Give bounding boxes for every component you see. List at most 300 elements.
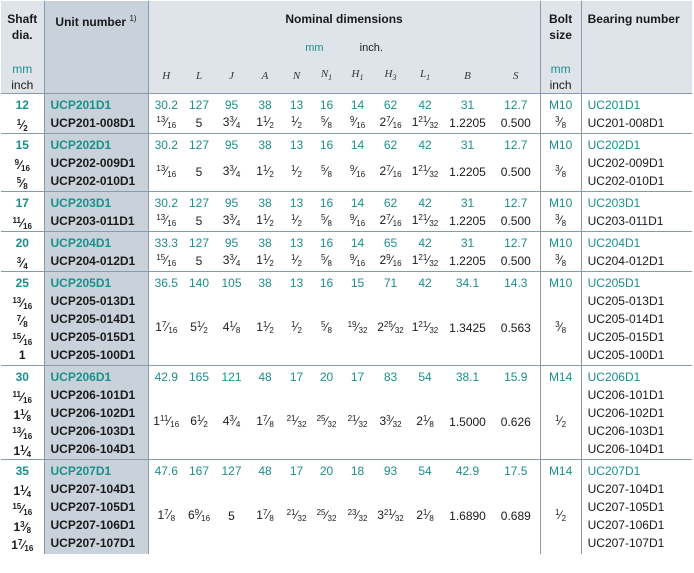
fraction-value: $^9⁄_{16}$	[14, 158, 30, 173]
dimension-inch	[312, 480, 341, 552]
unit-number: UCP203D1	[50, 196, 112, 210]
bearing-number-header: Bearing number	[581, 1, 692, 94]
shaft-dia-cell	[1, 272, 44, 366]
dimension-mm: 127	[188, 138, 210, 152]
fraction-value: $^{21}⁄_{32}$	[286, 508, 307, 523]
dimension-cell	[281, 232, 312, 272]
fraction-value: $^3⁄_8$	[555, 213, 567, 228]
fraction-value: $1^7⁄_8$	[157, 508, 176, 523]
dimension-mm: 42	[418, 236, 432, 250]
dimension-mm: 15	[350, 276, 365, 290]
fraction-value: $2^7⁄_{16}$	[379, 115, 402, 130]
shaft-dia-cell	[1, 366, 44, 460]
dimension-mm: 42.9	[154, 370, 178, 384]
unit-number: UCP207-105D1	[50, 500, 136, 514]
fraction-value: $4^3⁄_4$	[222, 414, 241, 429]
dimension-mm: 13	[289, 138, 304, 152]
table-row	[1, 192, 692, 232]
dimension-mm: 121	[221, 370, 242, 384]
dimension-cell	[443, 366, 492, 460]
fraction-value: $3^{21}⁄_{32}$	[377, 508, 404, 523]
dimension-mm: 167	[188, 464, 210, 478]
dimension-mm: 83	[383, 370, 398, 384]
fraction-value: $3^3⁄_4$	[222, 164, 241, 179]
dimension-mm: 127	[221, 464, 242, 478]
dimension-inch	[407, 212, 443, 230]
unit-number-cell	[44, 366, 148, 460]
dimension-inch	[492, 154, 540, 190]
dimension-cell	[312, 272, 341, 366]
dimension-cell	[249, 272, 281, 366]
fraction-value: $^5⁄_8$	[321, 213, 332, 228]
dimension-inch	[214, 154, 249, 190]
dimension-cell	[281, 460, 312, 554]
fraction-value: 1	[18, 348, 26, 362]
bearing-number: UC207-107D1	[587, 536, 665, 550]
dimension-cell	[214, 94, 249, 134]
shaft-inch	[1, 498, 44, 516]
unit-number: UCP207-104D1	[50, 482, 136, 496]
fraction-value: $^1⁄_2$	[291, 253, 302, 268]
fraction-value: $3^3⁄_4$	[222, 213, 241, 228]
fraction-value: $^9⁄_{16}$	[349, 253, 366, 268]
dimension-mm: 42	[418, 196, 432, 210]
fraction-value: $3^3⁄_4$	[222, 115, 241, 130]
column-label: B	[443, 59, 492, 93]
unit-number-cell	[44, 232, 148, 272]
unit-number: UCP204-012D1	[50, 254, 136, 268]
fraction-value: $^{19}⁄_{32}$	[347, 320, 368, 335]
unit-number-footnote: 1)	[129, 14, 137, 23]
bearing-number: UC204D1	[587, 236, 641, 250]
dimension-mm: 62	[383, 98, 398, 112]
dimension-cell	[148, 272, 184, 366]
dimension-mm: 38.1	[455, 370, 480, 384]
dimension-cell	[214, 232, 249, 272]
dimension-mm: 13	[289, 196, 304, 210]
bolt-size-cell	[540, 232, 581, 272]
dimension-inch	[443, 212, 492, 230]
dimension-mm: 31	[460, 98, 475, 112]
dimension-mm: 30.2	[154, 138, 178, 152]
dimension-inch	[184, 292, 214, 364]
dimension-cell	[184, 192, 214, 232]
dimension-inch	[443, 292, 492, 364]
bearing-number: UC206-101D1	[587, 388, 665, 402]
dimension-inch	[281, 212, 312, 230]
dimension-inch	[149, 292, 185, 364]
dimension-cell	[281, 366, 312, 460]
dimension-inch	[184, 114, 214, 132]
fraction-value: $^{13}⁄_{16}$	[12, 296, 33, 311]
dimension-mm: 54	[418, 464, 432, 478]
bearing-number: UC205-013D1	[587, 294, 665, 308]
bearing-number: UC207-106D1	[587, 518, 665, 532]
dimension-cell	[407, 134, 443, 192]
dimension-mm: 16	[319, 236, 334, 250]
dimension-cell	[341, 272, 374, 366]
dimension-cell	[341, 134, 374, 192]
dimension-mm: 47.6	[154, 464, 178, 478]
shaft-dia-cell	[1, 94, 44, 134]
bearing-number: UC206D1	[587, 370, 641, 384]
fraction-value: $^5⁄_8$	[321, 115, 332, 130]
fraction-value: $^3⁄_8$	[555, 320, 567, 335]
bearing-number: UC203D1	[587, 196, 641, 210]
dimension-cell	[312, 94, 341, 134]
fraction-value: $3^3⁄_{32}$	[379, 414, 402, 429]
unit-number-cell	[44, 192, 148, 232]
dimension-mm: 48	[258, 464, 272, 478]
dimension-mm: 48	[258, 370, 272, 384]
fraction-value: 5	[195, 116, 203, 130]
dimension-inch	[341, 480, 374, 552]
dimension-mm: 14.3	[504, 276, 528, 290]
bolt-inch	[541, 154, 581, 190]
unit-number: UCP201D1	[50, 98, 112, 112]
column-label: $L_1$	[407, 59, 443, 93]
bolt-header-line1: Bolt	[548, 12, 573, 26]
shaft-mm: 20	[15, 236, 29, 250]
dimension-inch	[214, 252, 249, 270]
dimension-inch	[492, 292, 540, 364]
shaft-inch	[1, 328, 44, 346]
dimension-cell	[214, 460, 249, 554]
dimension-cell	[281, 134, 312, 192]
bearing-number: UC202D1	[587, 138, 641, 152]
bolt-header-line2: size	[549, 28, 572, 42]
bolt-inch	[541, 212, 581, 230]
fraction-value: $2^9⁄_{16}$	[379, 253, 402, 268]
dimension-mm: 16	[319, 276, 334, 290]
shaft-unit-mm: mm	[12, 62, 33, 76]
fraction-value: $1^7⁄_{16}$	[11, 538, 34, 553]
dimension-cell	[374, 272, 407, 366]
fraction-value: 5	[195, 254, 203, 268]
bearing-number: UC205D1	[587, 276, 641, 290]
bolt-mm: M10	[548, 98, 573, 112]
dimension-cell	[214, 192, 249, 232]
fraction-value: $^{15}⁄_{16}$	[12, 502, 33, 517]
shaft-header-line1: Shaft	[7, 12, 38, 26]
dimension-inch	[312, 212, 341, 230]
bearing-number: UC205-100D1	[587, 348, 665, 362]
bolt-mm: M14	[548, 370, 573, 384]
dimension-cell	[492, 366, 540, 460]
dimension-mm: 62	[383, 196, 398, 210]
dimension-mm: 31	[460, 236, 475, 250]
unit-number-cell	[44, 272, 148, 366]
dimension-inch	[341, 292, 374, 364]
dimension-inch	[341, 114, 374, 132]
table-header	[1, 1, 692, 94]
fraction-value: $^{21}⁄_{32}$	[347, 414, 368, 429]
bearing-number-cell	[581, 134, 692, 192]
dimension-inch	[249, 292, 281, 364]
dimension-cell	[281, 192, 312, 232]
fraction-value: $^3⁄_8$	[555, 253, 567, 268]
dimension-mm: 95	[224, 98, 239, 112]
bolt-inch	[541, 386, 581, 458]
fraction-value: $1^1⁄_2$	[256, 115, 274, 130]
dimension-cell	[184, 232, 214, 272]
shaft-inch	[1, 310, 44, 328]
bolt-mm: M10	[548, 196, 573, 210]
dimension-inch	[184, 252, 214, 270]
bolt-inch	[541, 292, 581, 364]
bearing-number: UC206-104D1	[587, 442, 665, 456]
dimension-inch	[374, 480, 407, 552]
dimension-mm: 42.9	[455, 464, 480, 478]
fraction-value: $^9⁄_{16}$	[349, 164, 366, 179]
unit-number-cell	[44, 94, 148, 134]
dimension-mm: 15.9	[504, 370, 528, 384]
dimension-mm: 38	[258, 138, 272, 152]
dimension-cell	[184, 366, 214, 460]
dimension-inch	[341, 212, 374, 230]
dimension-inch	[249, 114, 281, 132]
dimension-cell	[407, 232, 443, 272]
dimension-inch	[341, 386, 374, 458]
table-row	[1, 94, 692, 134]
table-row	[1, 366, 692, 460]
dimension-inch	[407, 252, 443, 270]
dimension-cell	[312, 192, 341, 232]
fraction-value: 5	[228, 509, 235, 523]
dimension-cell	[374, 134, 407, 192]
dimension-inch	[374, 252, 407, 270]
dimension-cell	[492, 192, 540, 232]
dimension-cell	[443, 192, 492, 232]
unit-number: UCP207-107D1	[50, 536, 136, 550]
dimension-cell	[148, 134, 184, 192]
bolt-inch	[541, 252, 581, 270]
bolt-size-header	[540, 1, 581, 94]
dimension-mm: 30.2	[154, 196, 178, 210]
unit-number: UCP204D1	[50, 236, 112, 250]
dimension-cell	[148, 94, 184, 134]
dimension-inch	[281, 480, 312, 552]
dimension-inch	[281, 114, 312, 132]
shaft-dia-cell	[1, 232, 44, 272]
column-label: $H_3$	[374, 59, 407, 93]
dimension-mm: 18	[350, 464, 365, 478]
unit-number: UCP207D1	[50, 464, 112, 478]
fraction-value: 0.689	[500, 509, 531, 523]
fraction-value: 5	[195, 165, 203, 179]
dimension-mm: 12.7	[504, 138, 528, 152]
nominal-dimensions-header: Nominal dimensions	[148, 1, 540, 37]
dimension-cell	[281, 272, 312, 366]
dimension-cell	[407, 272, 443, 366]
fraction-value: $1^7⁄_8$	[256, 508, 274, 523]
fraction-value: $1^{21}⁄_{32}$	[411, 115, 439, 130]
shaft-mm: 25	[15, 276, 29, 290]
shaft-inch	[1, 422, 44, 440]
dimension-cell	[374, 232, 407, 272]
bearing-number-cell	[581, 232, 692, 272]
dimension-cell	[312, 232, 341, 272]
fraction-value: $^{25}⁄_{32}$	[316, 508, 337, 523]
fraction-value: $^1⁄_2$	[555, 508, 567, 523]
dimension-mm: 16	[319, 196, 334, 210]
dimension-cell	[492, 134, 540, 192]
dimension-inch	[214, 480, 249, 552]
dimension-inch	[407, 480, 443, 552]
bolt-size-cell	[540, 94, 581, 134]
fraction-value: 1.5000	[449, 415, 486, 429]
unit-number: UCP202D1	[50, 138, 112, 152]
unit-number-header	[44, 1, 148, 94]
dimension-inch	[281, 292, 312, 364]
shaft-inch	[1, 212, 44, 230]
bolt-mm: M10	[548, 236, 573, 250]
unit-number: UCP205-014D1	[50, 312, 136, 326]
column-label: H	[148, 59, 184, 93]
dimension-mm: 42	[418, 98, 432, 112]
dimension-mm: 95	[224, 196, 239, 210]
dimension-cell	[374, 94, 407, 134]
fraction-value: 0.626	[500, 415, 531, 429]
fraction-value: 1.3425	[449, 321, 486, 335]
bearing-number: UC201D1	[587, 98, 641, 112]
table-row	[1, 460, 692, 554]
column-label: N	[281, 59, 312, 93]
dimension-inch	[184, 212, 214, 230]
shaft-mm: 15	[15, 138, 29, 152]
bolt-unit-inch: inch	[549, 78, 572, 92]
dimension-inch	[374, 212, 407, 230]
fraction-value: $1^1⁄_4$	[13, 484, 32, 499]
dimension-mm: 14	[350, 236, 365, 250]
fraction-value: 1.2205	[449, 165, 486, 179]
unit-number-cell	[44, 134, 148, 192]
dimension-inch	[443, 154, 492, 190]
dimension-mm: 13	[289, 98, 304, 112]
unit-number-label: Unit number	[55, 15, 127, 29]
dimension-cell	[341, 460, 374, 554]
dimension-mm: 38	[258, 98, 272, 112]
dimension-cell	[374, 460, 407, 554]
fraction-value: $^5⁄_8$	[321, 253, 332, 268]
dimension-mm: 17	[350, 370, 365, 384]
dimension-mm: 34.1	[455, 276, 480, 290]
column-label: $H_1$	[341, 59, 374, 93]
dimension-mm: 12.7	[504, 196, 528, 210]
dimension-inch	[443, 252, 492, 270]
dimension-cell	[341, 94, 374, 134]
fraction-value: $^1⁄_2$	[16, 118, 28, 133]
dimension-inch	[492, 252, 540, 270]
dimension-cell	[492, 232, 540, 272]
column-label: L	[184, 59, 214, 93]
dimension-mm: 127	[188, 236, 210, 250]
shaft-inch	[1, 154, 44, 172]
dimension-cell	[249, 192, 281, 232]
shaft-mm: 35	[15, 464, 29, 478]
dimension-cell	[184, 272, 214, 366]
dimension-inch	[374, 154, 407, 190]
dimension-mm: 42	[418, 138, 432, 152]
dimension-cell	[312, 366, 341, 460]
unit-number: UCP206-104D1	[50, 442, 136, 456]
dimension-mm: 105	[221, 276, 242, 290]
dimension-cell	[374, 366, 407, 460]
dimension-mm: 38	[258, 196, 272, 210]
dimension-mm: 38	[258, 236, 272, 250]
dimension-inch	[312, 292, 341, 364]
dimension-inch	[249, 212, 281, 230]
dimension-inch	[492, 212, 540, 230]
fraction-value: $5^1⁄_2$	[190, 320, 208, 335]
dimension-mm: 31	[460, 196, 475, 210]
fraction-value: $1^7⁄_{16}$	[155, 320, 178, 335]
dimension-inch	[249, 386, 281, 458]
fraction-value: $2^7⁄_{16}$	[379, 164, 402, 179]
dimension-inch	[443, 480, 492, 552]
bearing-number: UC207D1	[587, 464, 641, 478]
dimension-cell	[249, 232, 281, 272]
dimension-cell	[443, 94, 492, 134]
dimension-mm: 17.5	[504, 464, 528, 478]
dimension-inch	[341, 252, 374, 270]
shaft-inch	[1, 440, 44, 458]
shaft-inch	[1, 404, 44, 422]
dimension-cell	[184, 94, 214, 134]
dimension-mm: 38	[258, 276, 272, 290]
shaft-inch	[1, 292, 44, 310]
dimension-inch	[149, 114, 185, 132]
bearing-unit-table	[1, 1, 692, 554]
unit-number: UCP206-102D1	[50, 406, 136, 420]
fraction-value: $6^9⁄_{16}$	[187, 508, 211, 523]
shaft-mm: 12	[15, 98, 29, 112]
dimension-inch	[149, 252, 185, 270]
fraction-value: $^9⁄_{16}$	[349, 115, 366, 130]
fraction-value: $2^7⁄_{16}$	[379, 213, 402, 228]
unit-number: UCP201-008D1	[50, 116, 136, 130]
bearing-number: UC207-104D1	[587, 482, 665, 496]
dimension-cell	[312, 460, 341, 554]
dimension-cell	[312, 134, 341, 192]
dimension-mm: 14	[350, 196, 365, 210]
dimension-mm: 127	[188, 98, 210, 112]
dimension-cell	[341, 366, 374, 460]
dimension-cell	[407, 460, 443, 554]
dimension-inch	[492, 386, 540, 458]
shaft-dia-cell	[1, 460, 44, 554]
dimension-inch	[149, 386, 185, 458]
fraction-value: $^{15}⁄_{16}$	[156, 253, 177, 268]
dimension-mm: 140	[188, 276, 210, 290]
bearing-number: UC203-011D1	[587, 214, 664, 228]
dimension-mm: 20	[319, 464, 334, 478]
shaft-inch	[1, 480, 44, 498]
dimension-inch	[374, 386, 407, 458]
column-label: J	[214, 59, 249, 93]
fraction-value: $3^3⁄_4$	[222, 253, 241, 268]
dimension-inch	[407, 114, 443, 132]
bolt-inch	[541, 114, 581, 132]
fraction-value: $6^1⁄_2$	[190, 414, 208, 429]
bearing-number: UC202-009D1	[587, 156, 665, 170]
bearing-number: UC201-008D1	[587, 116, 665, 130]
dimension-mm: 127	[188, 196, 210, 210]
fraction-value: $^5⁄_8$	[321, 320, 332, 335]
shaft-inch	[1, 172, 44, 190]
nominal-unit-inch: inch.	[359, 42, 383, 55]
fraction-value: $2^1⁄_8$	[416, 414, 434, 429]
